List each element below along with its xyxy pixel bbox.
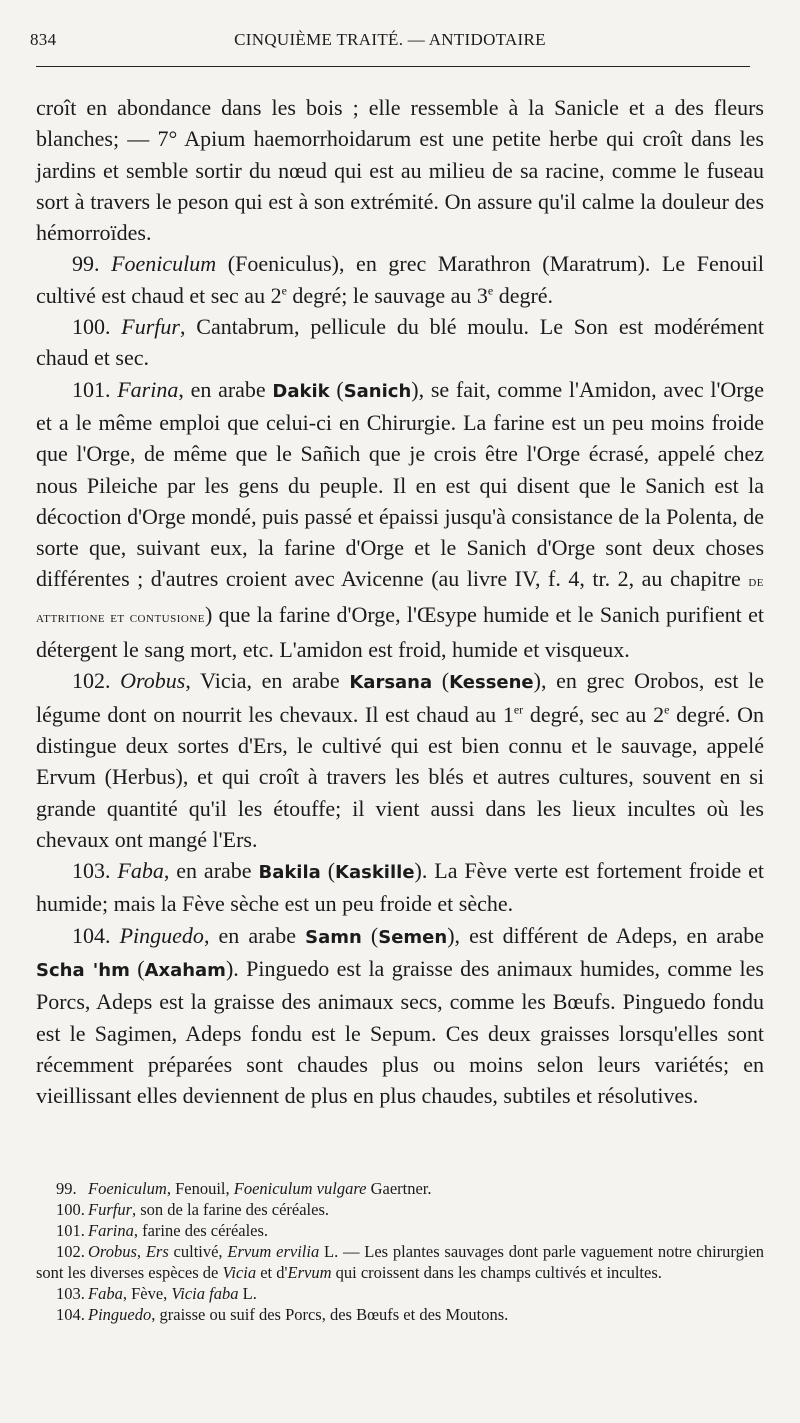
- entry-number: 101.: [72, 376, 111, 402]
- arabic-term: Bakila: [258, 862, 321, 884]
- footnote-text: L.: [238, 1284, 257, 1303]
- entry-term: Orobus: [120, 668, 186, 694]
- entry-term: Foeniculum: [111, 251, 217, 277]
- arabic-term: Semen: [378, 926, 448, 948]
- arabic-term: Dakik: [272, 380, 330, 402]
- footnote-term: Farina: [88, 1221, 134, 1240]
- arabic-term: Axaham: [144, 960, 226, 982]
- small-caps-title: de attritione et contusione: [36, 574, 764, 626]
- footnote-text: , Fève,: [122, 1284, 172, 1303]
- entry-number: 102.: [72, 668, 111, 694]
- main-text: [36, 92, 764, 1112]
- footnote-text: cultivé,: [168, 1242, 228, 1261]
- footnote-number: 100.: [56, 1200, 85, 1219]
- footnote-text: L. — Les plantes sauvages dont parle vaguement notre chirurgien sont les diverses espèces de: [36, 1242, 765, 1282]
- footnote-number: 103.: [56, 1284, 85, 1303]
- footnote-number: 102.: [56, 1242, 85, 1261]
- footnote-term: Pinguedo: [88, 1305, 152, 1324]
- entry-number: 99.: [72, 251, 100, 277]
- footnote-text: , son de la farine des céréales.: [132, 1200, 330, 1219]
- footnote-text: et d': [256, 1263, 288, 1282]
- arabic-term: Scha 'hm: [36, 960, 130, 982]
- entry-104: 104. Pinguedo, en arabe Samn (Semen), est différent de Adeps, en arabe Scha 'hm (Axaham). Pinguedo est la graisse des animaux humides, comme les Porcs, Adeps est la graisse des animaux secs, comme les Bœufs. Pinguedo fondu est le Sagimen, Adeps fondu est le Sepum. Ces deux graisses lorsqu'elles sont récemment préparées sont chaudes plus ou moins selon leurs variétés; en vieillissant elles deviennent de plus en plus chaudes, subtiles et résolutives.: [36, 922, 765, 1109]
- footnote-text: ,: [136, 1242, 146, 1261]
- footnote-term: Vicia: [222, 1263, 257, 1282]
- arabic-term: Sanich: [343, 380, 412, 402]
- footnote-number: 99.: [56, 1179, 77, 1198]
- entry-number: 103.: [72, 858, 111, 884]
- entry-term: Pinguedo: [119, 922, 204, 948]
- footnote: [36, 1304, 764, 1325]
- entry-102: 102. Orobus, Vicia, en arabe Karsana (Kessene), en grec Orobos, est le légume dont on nourrit les chevaux. Il est chaud au 1er degré, sec au 2e degré. On distingue deux sortes d'Ers, le cultivé qui est bien connu et le sauvage, appelé Ervum (Herbus), et qui croît à travers les blés et autres cultures, souvent en si grande quantité qu'il les étouffe; il vient aussi dans les lieux incultes où les chevaux ont mangé l'Ers.: [36, 668, 765, 852]
- running-title: CINQUIÈME TRAITÉ. — ANTIDOTAIRE: [234, 30, 546, 49]
- footnote-term: Faba: [88, 1284, 123, 1303]
- footnote-text: Gaertner.: [366, 1179, 432, 1198]
- footnote-number: 101.: [56, 1221, 85, 1240]
- footnote-term: Vicia faba: [171, 1284, 239, 1303]
- footnote: [36, 1199, 764, 1220]
- footnote-text: , graisse ou suif des Porcs, des Bœufs et des Moutons.: [151, 1305, 509, 1324]
- entry-term: Farina: [117, 376, 179, 402]
- footnotes: [36, 1178, 764, 1325]
- entry-number: 100.: [72, 314, 111, 340]
- footnote-term: Ervum: [287, 1263, 332, 1282]
- entry-term: Furfur: [121, 314, 180, 340]
- entry-number: 104.: [72, 922, 111, 948]
- footnote-term: Foeniculum: [88, 1179, 167, 1198]
- footnote-text: qui croissent dans les champs cultivés et incultes.: [331, 1263, 662, 1282]
- page-number: 834: [30, 30, 57, 49]
- paragraph-continuation: croît en abondance dans les bois ; elle ressemble à la Sanicle et a des fleurs blanches; — 7° Apium haemorrhoidarum est une petite herbe qui croît dans les jardins et semble sortir du nœud qui est au milieu de sa racine, comme le fuseau sort à travers le peson qui est à son extrémité. On assure qu'il calme la douleur des hémorroïdes.: [36, 95, 764, 246]
- footnote-text: , Fenouil,: [166, 1179, 234, 1198]
- arabic-term: Samn: [305, 926, 362, 948]
- arabic-term: Kaskille: [335, 862, 415, 884]
- footnote: [36, 1283, 764, 1304]
- footnote-term: Ers: [145, 1242, 169, 1261]
- entry-103: 103. Faba, en arabe Bakila (Kaskille). La Fève verte est fortement froide et humide; mais la Fève sèche est un peu froide et sèche.: [36, 858, 764, 917]
- footnote: [36, 1178, 764, 1199]
- footnote-term: Foeniculum vulgare: [233, 1179, 367, 1198]
- footnote: [36, 1241, 764, 1283]
- arabic-term: Karsana: [349, 672, 433, 694]
- footnote-text: , farine des céréales.: [133, 1221, 269, 1240]
- entry-99: 99. Foeniculum (Foeniculus), en grec Marathron (Maratrum). Le Fenouil cultivé est chaud et sec au 2e degré; le sauvage au 3e degré.: [36, 251, 765, 308]
- arabic-term: Kessene: [449, 672, 534, 694]
- entry-101: 101. Farina, en arabe Dakik (Sanich), se fait, comme l'Amidon, avec l'Orge et a le même emploi que celui-ci en Chirurgie. La farine est un peu moins froide que l'Orge, de même que le Sañich que je crois être l'Orge écrasé, appelé chez nous Pileiche par les gens du peuple. Il en est qui disent que le Sanich est la décoction d'Orge mondé, puis passé et épaissi jusqu'à consistance de la Polenta, de sorte que, suivant eux, la farine d'Orge et le Sanich d'Orge sont deux choses différentes ; d'autres croient avec Avicenne (au livre IV, f. 4, tr. 2, au chapitre de attritione et contusione) que la farine d'Orge, l'Œsype humide et le Sanich purifient et détergent le sang mort, etc. L'amidon est froid, humide et visqueux.: [36, 376, 764, 663]
- entry-term: Faba: [117, 858, 164, 884]
- entry-100: 100. Furfur, Cantabrum, pellicule du blé moulu. Le Son est modérément chaud et sec.: [36, 314, 765, 371]
- page-header: [30, 30, 750, 54]
- footnote: [36, 1220, 764, 1241]
- header-rule: [36, 66, 750, 67]
- footnote-term: Ervum ervilia: [227, 1242, 320, 1261]
- footnote-term: Furfur: [88, 1200, 133, 1219]
- footnote-number: 104.: [56, 1305, 85, 1324]
- footnote-term: Orobus: [88, 1242, 137, 1261]
